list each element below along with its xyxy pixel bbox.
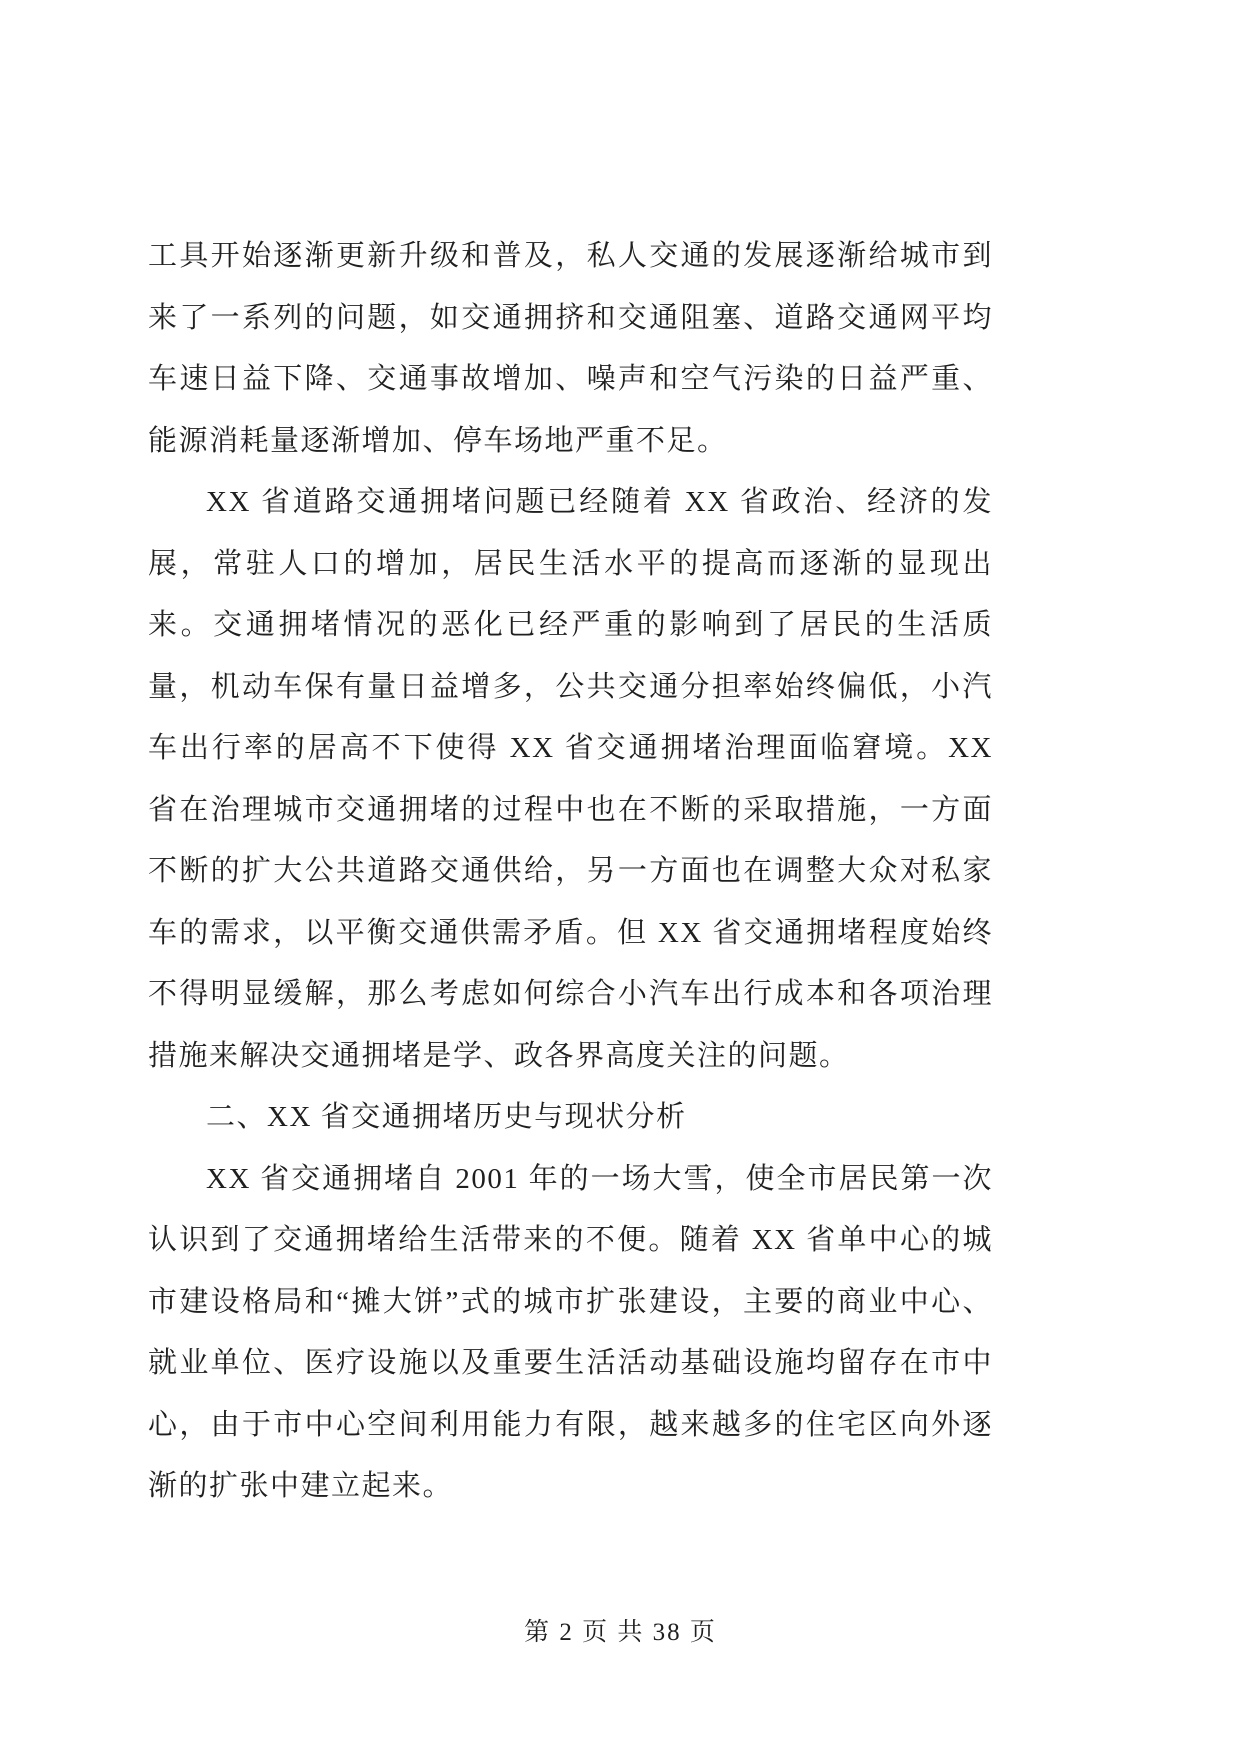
paragraph-continuation: 工具开始逐渐更新升级和普及，私人交通的发展逐渐给城市到来了一系列的问题，如交通拥挤和交通阻塞、道路交通网平均车速日益下降、交通事故增加、噪声和空气污染的日益严重、能源消耗量逐渐增加、停车场地严重不足。 bbox=[148, 240, 993, 457]
page-number: 第 2 页 共 38 页 bbox=[524, 1619, 717, 1646]
section-heading-2: 二、XX 省交通拥堵历史与现状分析 bbox=[206, 1101, 687, 1133]
document-body bbox=[148, 226, 993, 1518]
paragraph-history-status: XX 省交通拥堵自 2001 年的一场大雪，使全市居民第一次认识到了交通拥堵给生活带来的不便。随着 XX 省单中心的城市建设格局和“摊大饼”式的城市扩张建设，主要的商业中心、就业单位、医疗设施以及重要生活活动基础设施均留存在市中心，由于市中心空间利用能力有限，越来越多的住宅区向外逐渐的扩张中建立起来。 bbox=[148, 1162, 993, 1502]
paragraph-congestion-overview: XX 省道路交通拥堵问题已经随着 XX 省政治、经济的发展，常驻人口的增加，居民生活水平的提高而逐渐的显现出来。交通拥堵情况的恶化已经严重的影响到了居民的生活质量，机动车保有量日益增多，公共交通分担率始终偏低，小汽车出行率的居高不下使得 XX 省交通拥堵治理面临窘境。XX 省在治理城市交通拥堵的过程中也在不断的采取措施，一方面不断的扩大公共道路交通供给，另一方面也在调整大众对私家车的需求，以平衡交通供需矛盾。但 XX 省交通拥堵程度始终不得明显缓解，那么考虑如何综合小汽车出行成本和各项治理措施来解决交通拥堵是学、政各界高度关注的问题。 bbox=[148, 486, 993, 1072]
